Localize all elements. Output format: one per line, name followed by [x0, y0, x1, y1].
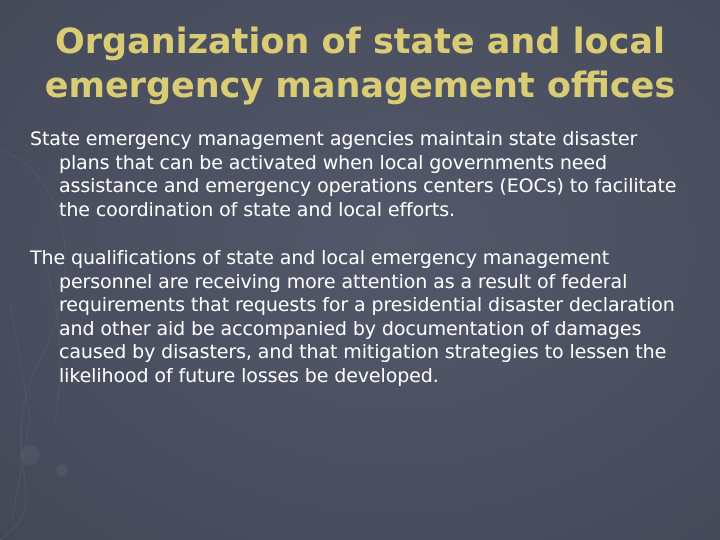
body-paragraph: The qualifications of state and local emergency management personnel are receiving more attention as a result of federal requirements that requests for a presidential disaster declaration and other aid be accompanied by documentation of damages caused by disasters, and that mitigation strategies to lessen the likelihood of future losses be developed.: [30, 247, 675, 387]
body-paragraph: State emergency management agencies maintain state disaster plans that can be activated when local governments need assistance and emergency operations centers (EOCs) to facilitate the coordination of state and local efforts.: [30, 128, 677, 221]
slide-title: [20, 20, 700, 108]
slide-title-line-1: Organization of state and local: [55, 22, 665, 62]
slide-title-line-2: emergency management offices: [44, 66, 676, 106]
slide-body: [30, 128, 685, 413]
